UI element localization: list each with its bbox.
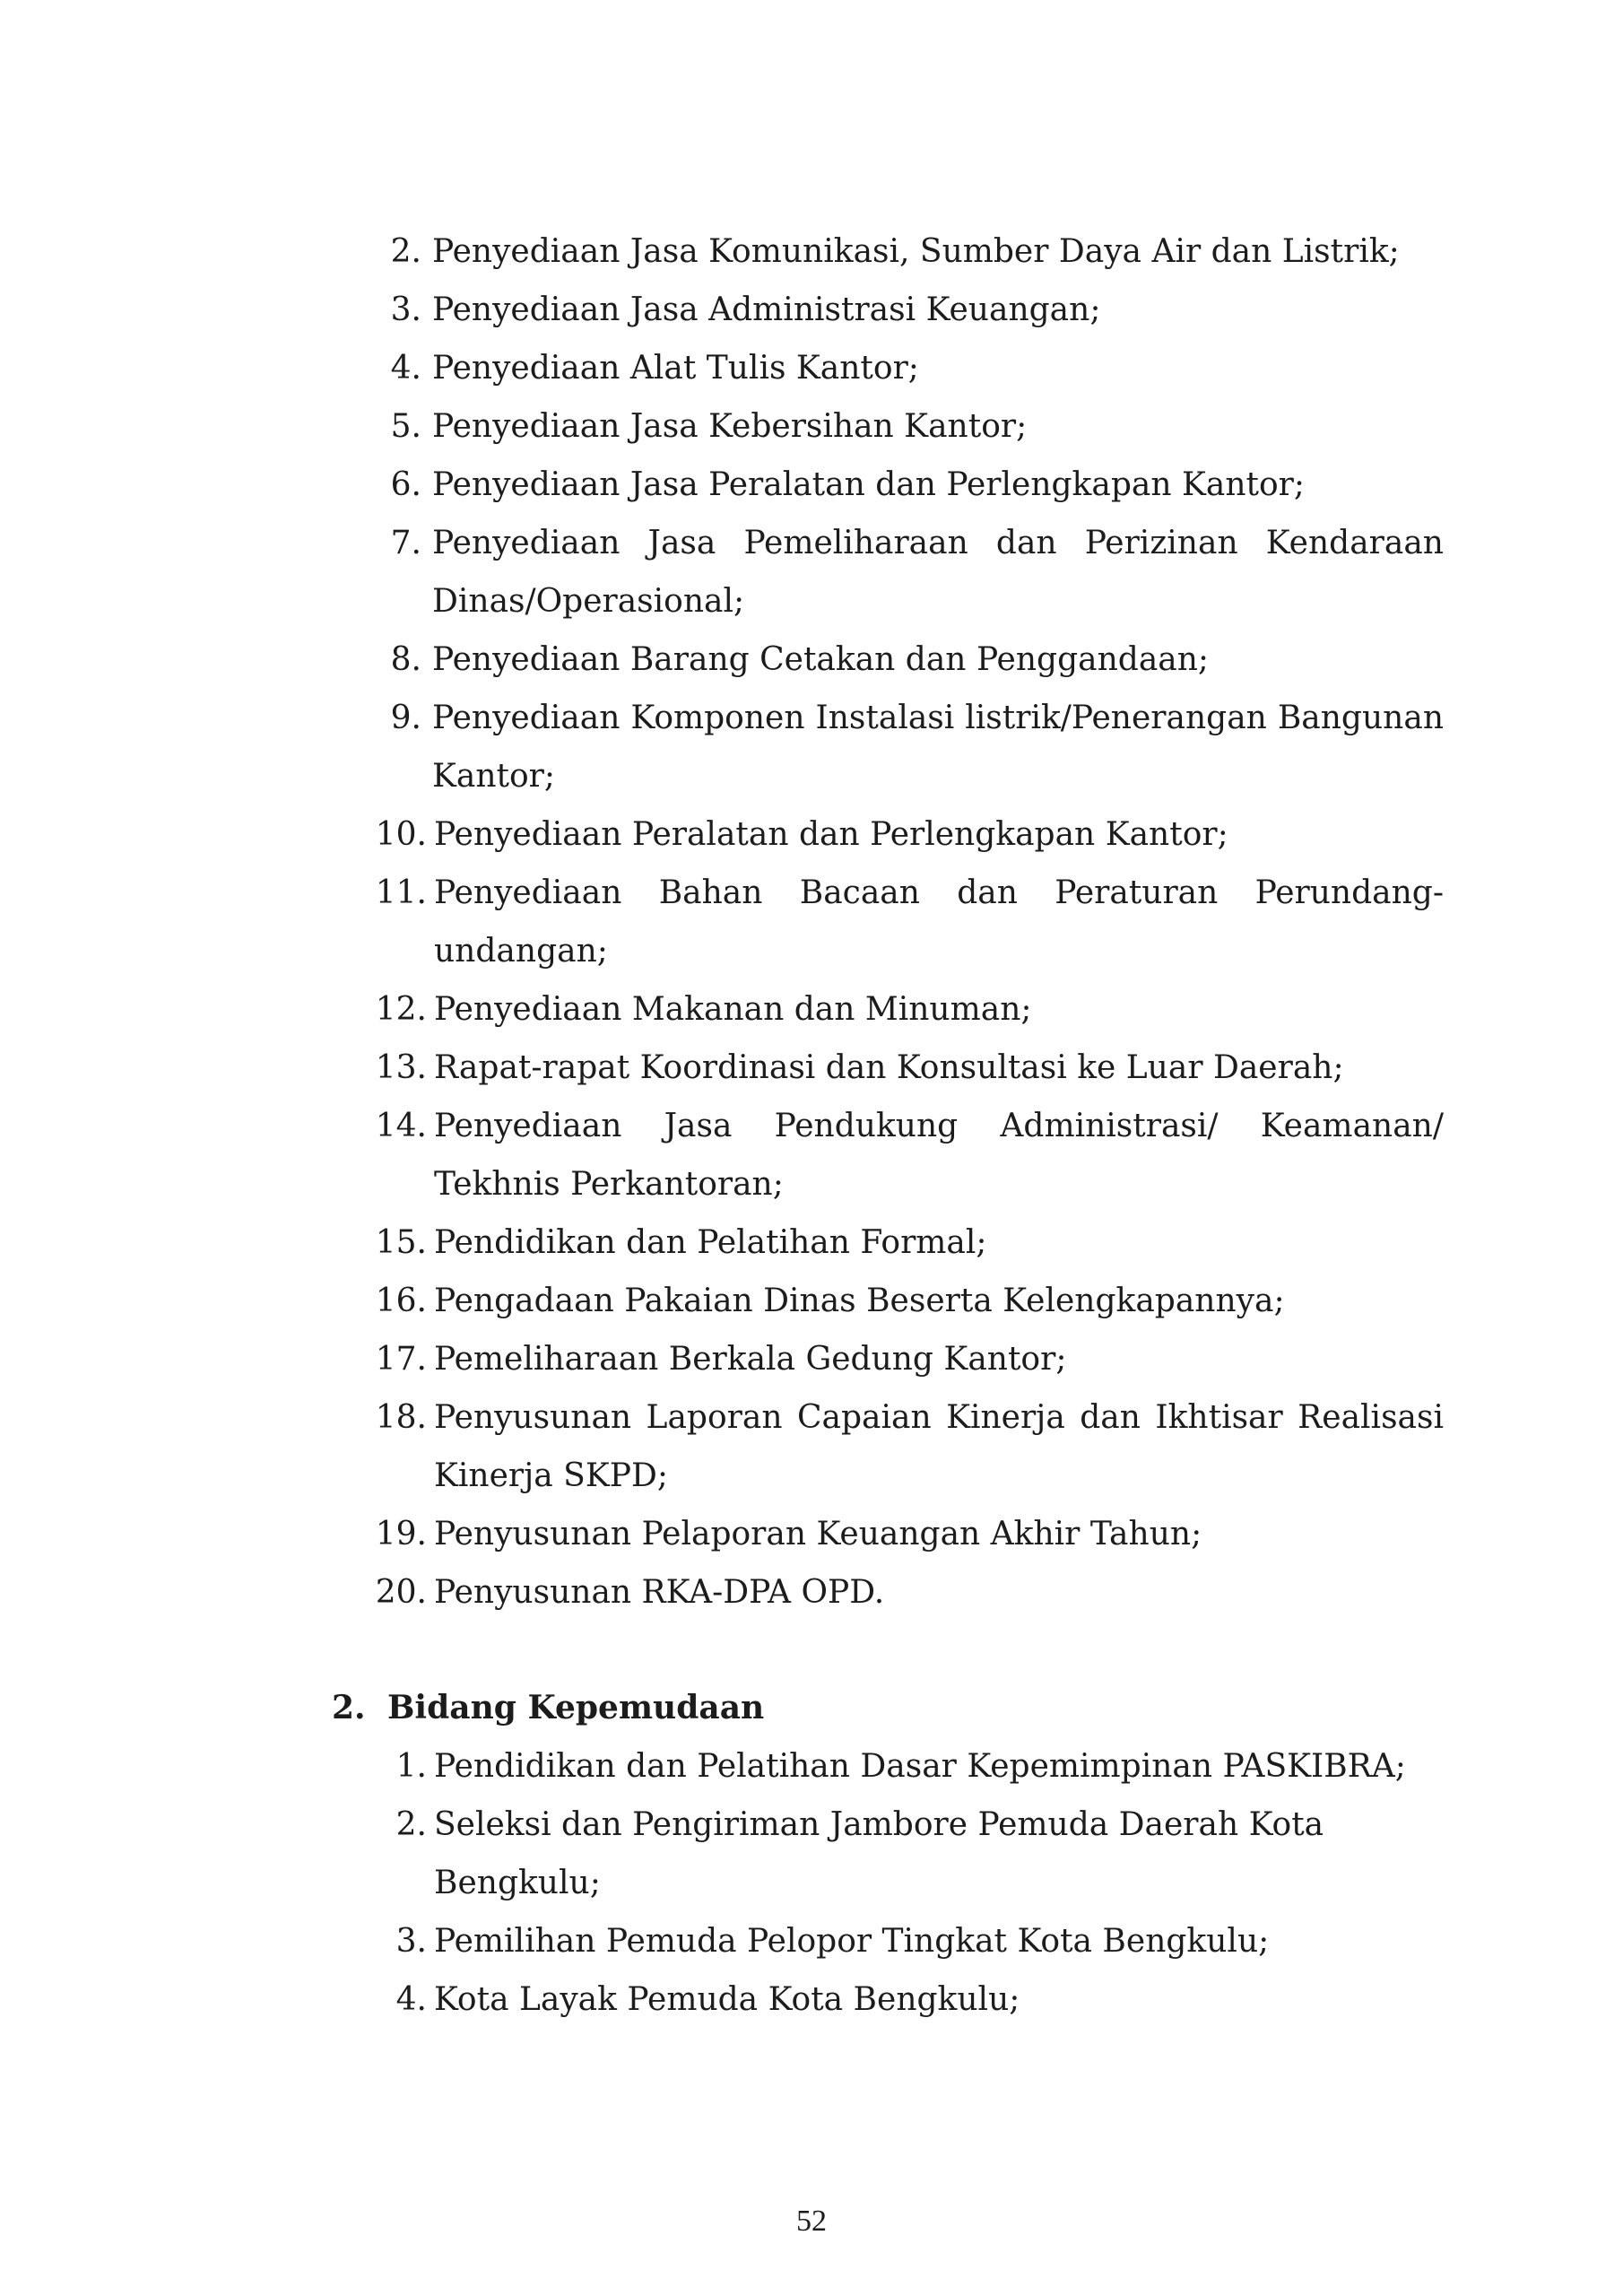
section-heading — [332, 1679, 764, 1737]
item-number: 9. — [390, 700, 421, 736]
item-number: 2. — [395, 1806, 427, 1843]
item-number: 20. — [375, 1574, 427, 1611]
list-item — [368, 1737, 1444, 1796]
item-text: Penyediaan Jasa Peralatan dan Perlengkapan Kantor; — [432, 466, 1305, 503]
list-item — [368, 1970, 1444, 2029]
list-item — [368, 864, 1444, 980]
item-number: 6. — [390, 466, 421, 503]
list-item — [368, 1039, 1444, 1097]
item-text: Kota Layak Pemuda Kota Bengkulu; — [434, 1981, 1020, 2018]
item-text: Penyusunan RKA-DPA OPD. — [434, 1574, 885, 1611]
list-item — [368, 689, 1444, 805]
item-number: 8. — [390, 641, 421, 678]
item-text: Penyusunan Laporan Capaian Kinerja dan Ikhtisar Realisasi Kinerja SKPD; — [434, 1399, 1444, 1494]
item-number: 4. — [390, 350, 421, 387]
item-number: 19. — [375, 1516, 427, 1552]
item-number: 18. — [375, 1399, 427, 1436]
item-text: Pendidikan dan Pelatihan Formal; — [434, 1224, 987, 1261]
item-number: 10. — [375, 816, 427, 853]
list-item — [368, 1097, 1444, 1213]
item-number: 1. — [395, 1748, 427, 1785]
item-text: Penyediaan Jasa Komunikasi, Sumber Daya Air dan Listrik; — [432, 233, 1400, 270]
list-item — [368, 1388, 1444, 1505]
item-number: 2. — [390, 233, 421, 270]
item-text: Penyediaan Makanan dan Minuman; — [434, 991, 1032, 1028]
item-text: Penyediaan Jasa Pendukung Administrasi/ Keamanan/ Tekhnis Perkantoran; — [434, 1108, 1444, 1203]
list-item — [368, 1272, 1444, 1330]
youth-program-list — [368, 1737, 1444, 2029]
list-item — [368, 1912, 1444, 1970]
list-item — [368, 1563, 1444, 1622]
item-text: Penyediaan Jasa Kebersihan Kantor; — [432, 408, 1028, 445]
list-item — [368, 1213, 1444, 1272]
item-text: Penyediaan Barang Cetakan dan Penggandaan; — [432, 641, 1210, 678]
item-number: 16. — [375, 1283, 427, 1319]
list-item — [368, 1796, 1444, 1912]
item-number: 12. — [375, 991, 427, 1028]
item-number: 15. — [375, 1224, 427, 1261]
item-text: Pemilihan Pemuda Pelopor Tingkat Kota Bengkulu; — [434, 1923, 1270, 1960]
item-text: Penyediaan Peralatan dan Perlengkapan Kantor; — [434, 816, 1228, 853]
item-number: 3. — [390, 291, 421, 328]
item-number: 3. — [395, 1923, 427, 1960]
item-text: Pendidikan dan Pelatihan Dasar Kepemimpinan PASKIBRA; — [434, 1748, 1406, 1785]
item-text: Penyediaan Komponen Instalasi listrik/Penerangan Bangunan Kantor; — [432, 700, 1444, 795]
item-number: 17. — [375, 1341, 427, 1378]
list-item — [368, 631, 1444, 689]
item-text: Penyediaan Alat Tulis Kantor; — [432, 350, 919, 387]
list-item — [368, 456, 1444, 514]
list-item — [368, 339, 1444, 397]
list-item — [368, 1505, 1444, 1563]
list-item — [368, 805, 1444, 864]
item-text: Penyediaan Jasa Pemeliharaan dan Perizinan Kendaraan Dinas/Operasional; — [432, 525, 1444, 620]
item-text: Seleksi dan Pengiriman Jambore Pemuda Daerah Kota Bengkulu; — [434, 1806, 1324, 1901]
list-item — [368, 222, 1444, 281]
item-number: 14. — [375, 1108, 427, 1144]
list-item — [368, 281, 1444, 339]
item-number: 7. — [390, 525, 421, 561]
section-title: Bidang Kepemudaan — [387, 1689, 765, 1726]
item-text: Penyediaan Jasa Administrasi Keuangan; — [432, 291, 1101, 328]
list-item — [368, 514, 1444, 631]
item-number: 5. — [390, 408, 421, 445]
item-text: Penyediaan Bahan Bacaan dan Peraturan Perundang-undangan; — [434, 874, 1444, 970]
list-item — [368, 1330, 1444, 1388]
item-number: 11. — [375, 874, 427, 911]
program-list — [368, 222, 1444, 1622]
item-number: 4. — [395, 1981, 427, 2018]
item-text: Pemeliharaan Berkala Gedung Kantor; — [434, 1341, 1067, 1378]
item-text: Rapat-rapat Koordinasi dan Konsultasi ke Luar Daerah; — [434, 1049, 1344, 1086]
item-text: Pengadaan Pakaian Dinas Beserta Kelengkapannya; — [434, 1283, 1285, 1319]
list-item — [368, 980, 1444, 1039]
page-number: 52 — [796, 2205, 827, 2238]
item-number: 13. — [375, 1049, 427, 1086]
list-item — [368, 397, 1444, 456]
section-number: 2. — [332, 1689, 366, 1726]
item-text: Penyusunan Pelaporan Keuangan Akhir Tahun; — [434, 1516, 1202, 1552]
